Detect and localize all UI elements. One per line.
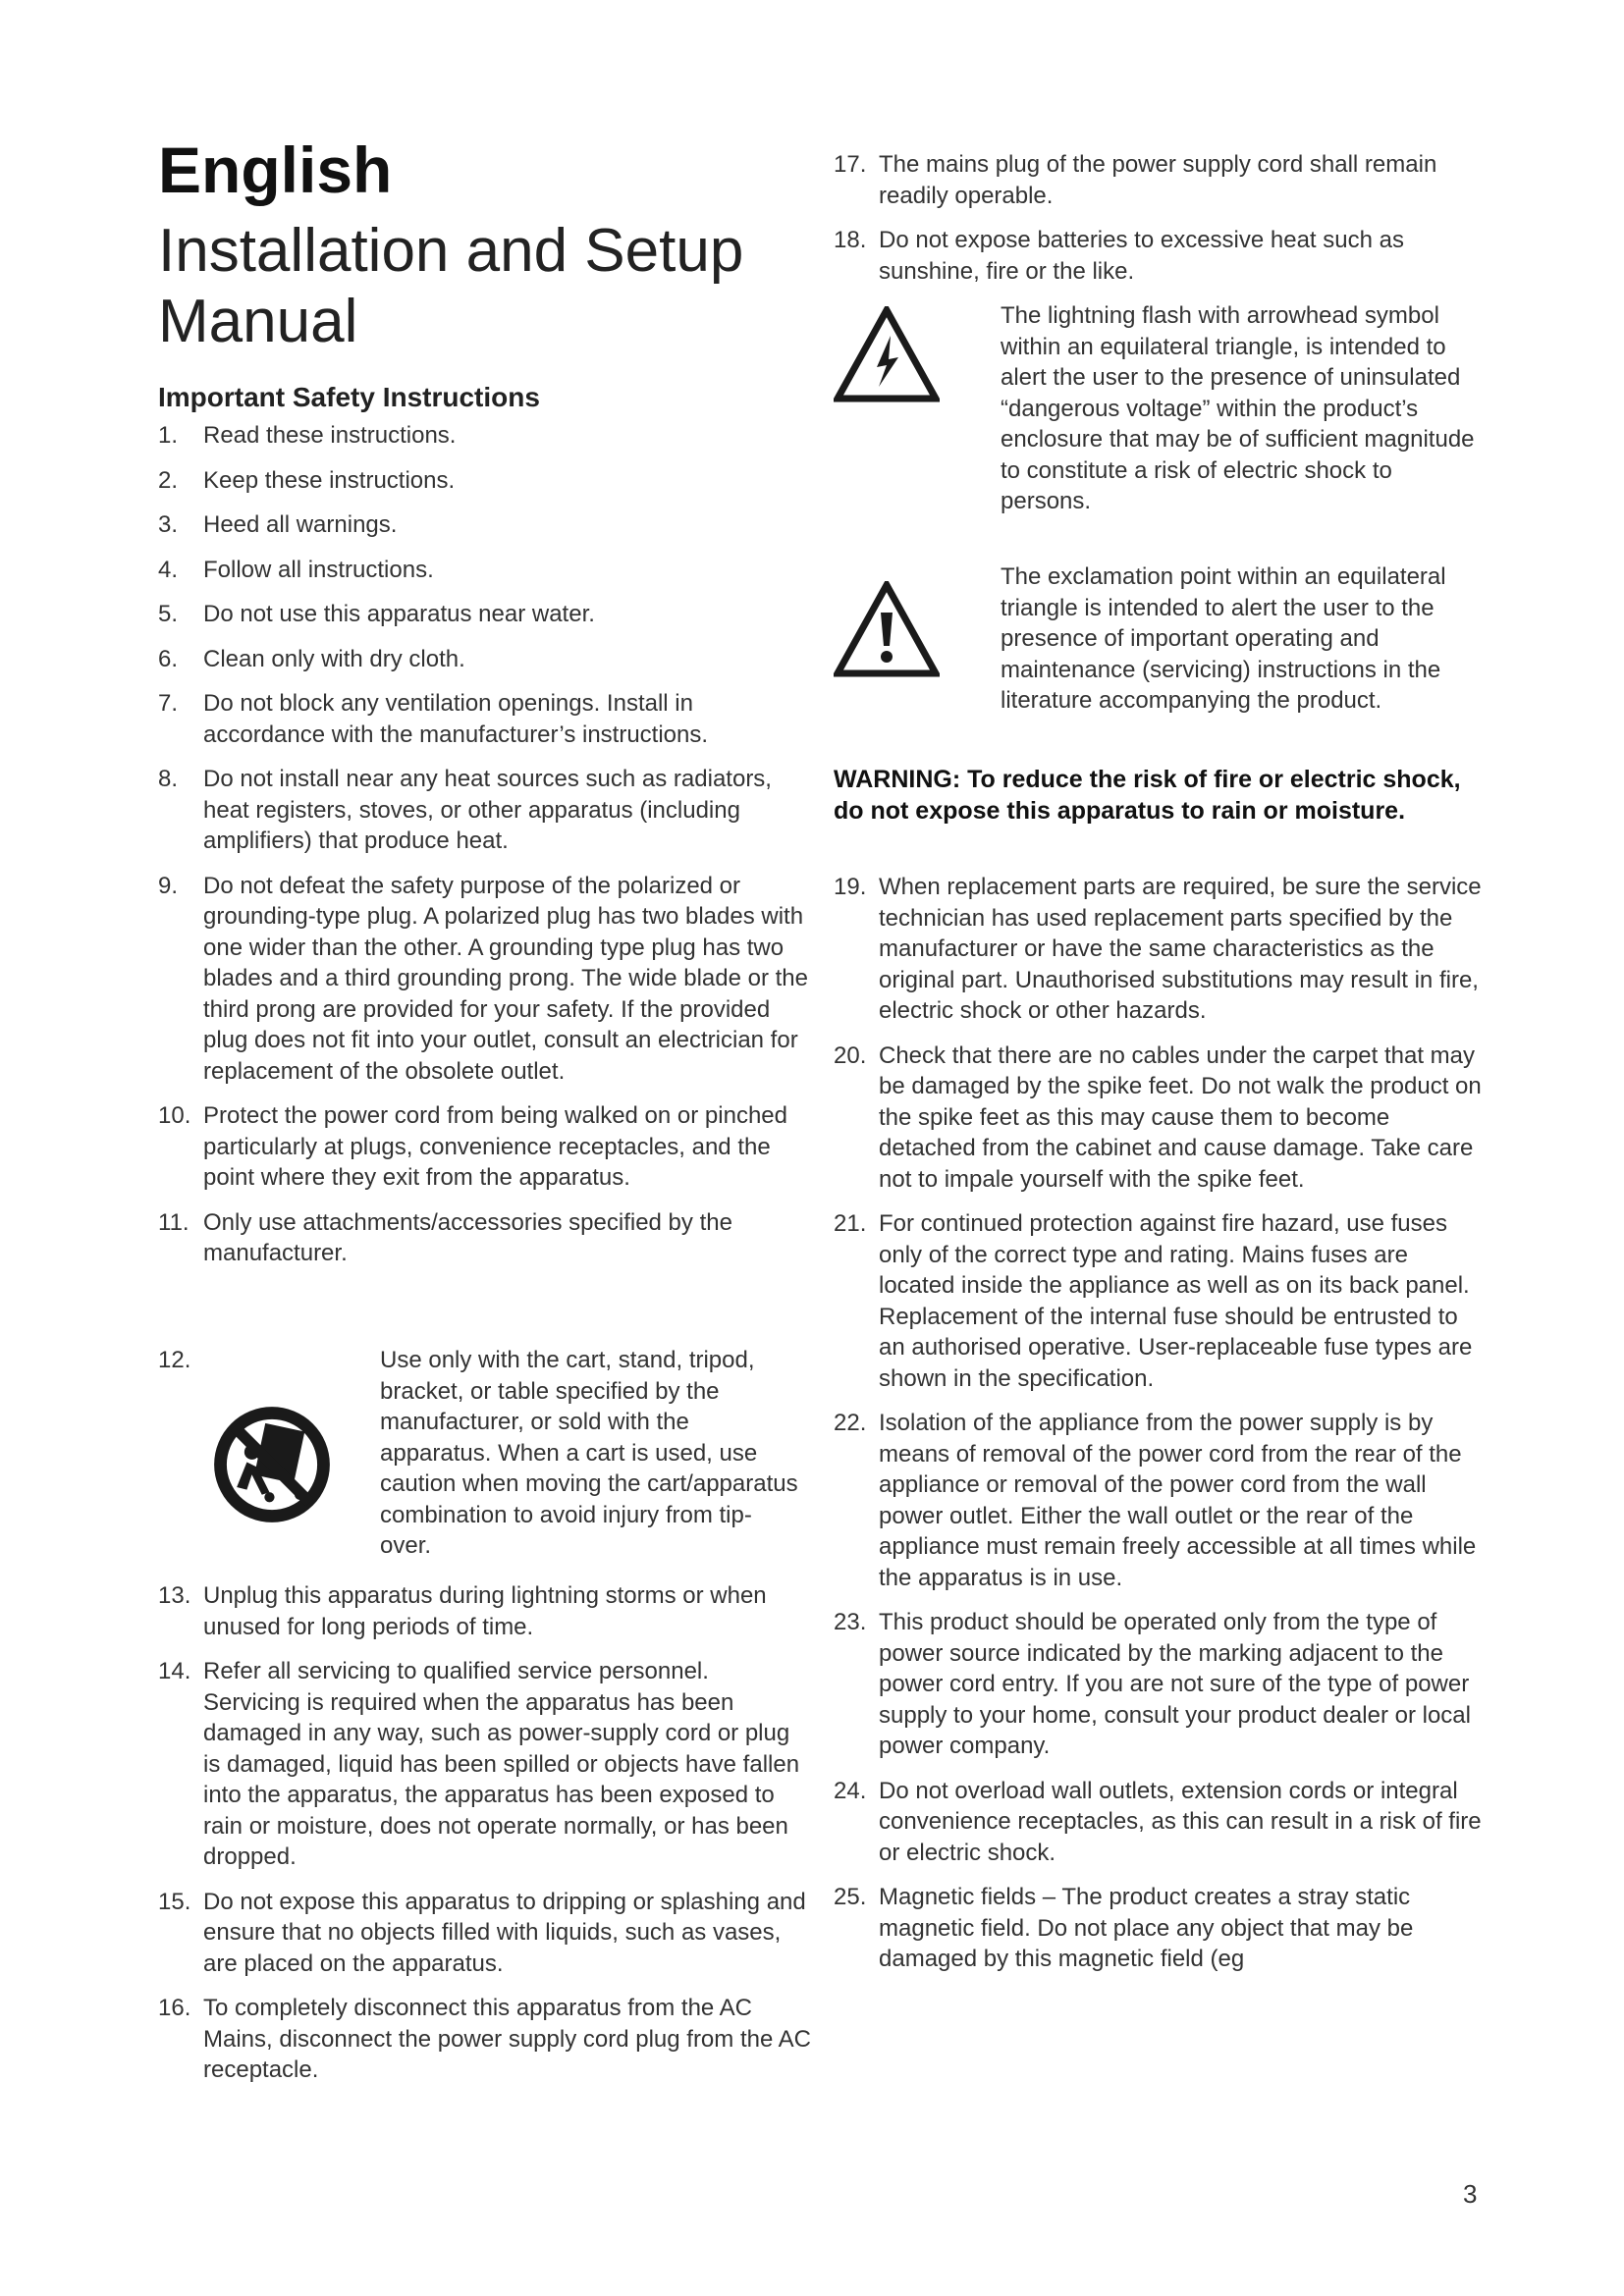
list-item: 6. Clean only with dry cloth. xyxy=(158,645,465,672)
list-item: 5. Do not use this apparatus near water. xyxy=(158,601,595,627)
section-heading: Important Safety Instructions xyxy=(158,382,540,412)
safety-list-right-top xyxy=(834,149,1482,300)
list-item: 23. This product should be operated only from the type of power source indicated by the marking adjacent to the power cord entry. If you are not sure of the type of power supply to your home, consult your product dealer or local power company. xyxy=(834,1609,1471,1759)
list-item: 3. Heed all warnings. xyxy=(158,511,398,538)
list-item: 16. To completely disconnect this apparatus from the AC Mains, disconnect the power supply cord plug from the AC receptacle. xyxy=(158,1995,811,2083)
list-item: 22. Isolation of the appliance from the power supply is by means of removal of the power cord from the rear of the appliance or removal of the power cord from the wall power outlet. Either the wall outlet or the rear of the appliance must remain freely accessible at all times while the apparatus is in use. xyxy=(834,1410,1477,1591)
safety-list-left-bottom xyxy=(158,1580,811,2100)
list-item: 24. Do not overload wall outlets, extension cords or integral convenience receptacles, as this can result in a risk of fire or electric shock. xyxy=(834,1777,1482,1866)
exclamation-symbol-block: The exclamation point within an equilateral triangle is intended to alert the user to the presence of important operating and maintenance (servicing) instructions in the literature accompanying the product. xyxy=(834,561,1482,717)
list-item: 7. Do not block any ventilation openings. Install in accordance with the manufacturer’s instructions. xyxy=(158,690,709,748)
list-item: 8. Do not install near any heat sources such as radiators, heat registers, stoves, or other apparatus (including amplifiers) that produce heat. xyxy=(158,766,772,854)
manual-title: Installation and Setup Manual xyxy=(158,217,744,355)
list-item: 2. Keep these instructions. xyxy=(158,466,456,494)
page-number: 3 xyxy=(1463,2179,1478,2209)
list-item: 15. Do not expose this apparatus to dripping or splashing and ensure that no objects filled with liquids, such as vases, are placed on the apparatus. xyxy=(158,1888,806,1977)
list-item: 10. Protect the power cord from being walked on or pinched particularly at plugs, convenience receptacles, and the point where they exit from the apparatus. xyxy=(158,1102,787,1191)
cart-tip-over-warning-icon xyxy=(209,1402,335,1527)
list-item: 12. Use only with the cart, stand, tripod, bracket, or table specified by the manufacturer, or sold with the apparatus. When a cart is used, use caution when moving the cart/apparatus combination to avoid injury from tip-over. xyxy=(158,1345,811,1562)
lightning-warning-triangle-icon xyxy=(834,306,940,404)
list-item: 14. Refer all servicing to qualified service personnel. Servicing is required when the apparatus has been damaged in any way, such as power-supply cord or plug is damaged, liquid has been spilled or objects have fallen into the apparatus, the apparatus has been exposed to rain or moisture, does not operate normally, or has been dropped. xyxy=(158,1658,800,1870)
list-item: 4. Follow all instructions. xyxy=(158,556,434,583)
list-item: 9. Do not defeat the safety purpose of the polarized or grounding-type plug. A polarized plug has two blades with one wider than the other. A grounding type plug has two blades and a third grounding prong. The wide blade or the third prong are provided for your safety. If the provided plug does not fit into your outlet, consult an electrician for replacement of the obsolete outlet. xyxy=(158,872,808,1085)
list-item: 13. Unplug this apparatus during lightning storms or when unused for long periods of time. xyxy=(158,1582,767,1640)
lightning-symbol-block: The lightning flash with arrowhead symbol within an equilateral triangle, is intended to alert the user to the presence of uninsulated “dangerous voltage” within the product’s enclosure that may be of sufficient magnitude to constitute a risk of electric shock to persons. xyxy=(834,300,1482,517)
language-heading: English xyxy=(158,133,393,206)
warning-statement: WARNING: To reduce the risk of fire or electric shock, do not expose this apparatus to rain or moisture. xyxy=(834,766,1461,825)
list-item: 18. Do not expose batteries to excessive heat such as sunshine, fire or the like. xyxy=(834,227,1404,285)
list-item: 25. Magnetic fields – The product creates a stray static magnetic field. Do not place any object that may be damaged by this magnetic field (eg xyxy=(834,1884,1414,1972)
exclamation-warning-triangle-icon xyxy=(834,581,940,679)
list-item: 17. The mains plug of the power supply cord shall remain readily operable. xyxy=(834,151,1437,209)
list-item: 21. For continued protection against fire hazard, use fuses only of the correct type and rating. Mains fuses are located inside the appliance as well as on its back panel. Replacement of the internal fuse should be entrusted to an authorised operative. User-replaceable fuse types are shown in the specification. xyxy=(834,1210,1473,1392)
safety-list-right-bottom xyxy=(834,872,1482,1989)
list-item: 19. When replacement parts are required, be sure the service technician has used replacement parts specified by the manufacturer or have the same characteristics as the original part. Unauthorised substitutions may result in fire, electric shock or other hazards. xyxy=(834,874,1482,1024)
list-item: 1. Read these instructions. xyxy=(158,422,457,449)
safety-list-left xyxy=(158,420,811,1283)
list-item: 11. Only use attachments/accessories specified by the manufacturer. xyxy=(158,1208,732,1266)
list-item: 20. Check that there are no cables under the carpet that may be damaged by the spike feet. Do not walk the product on the spike feet as this may cause them to become detached from the cabinet and cause damage. Take care not to impale yourself with the spike feet. xyxy=(834,1041,1482,1193)
